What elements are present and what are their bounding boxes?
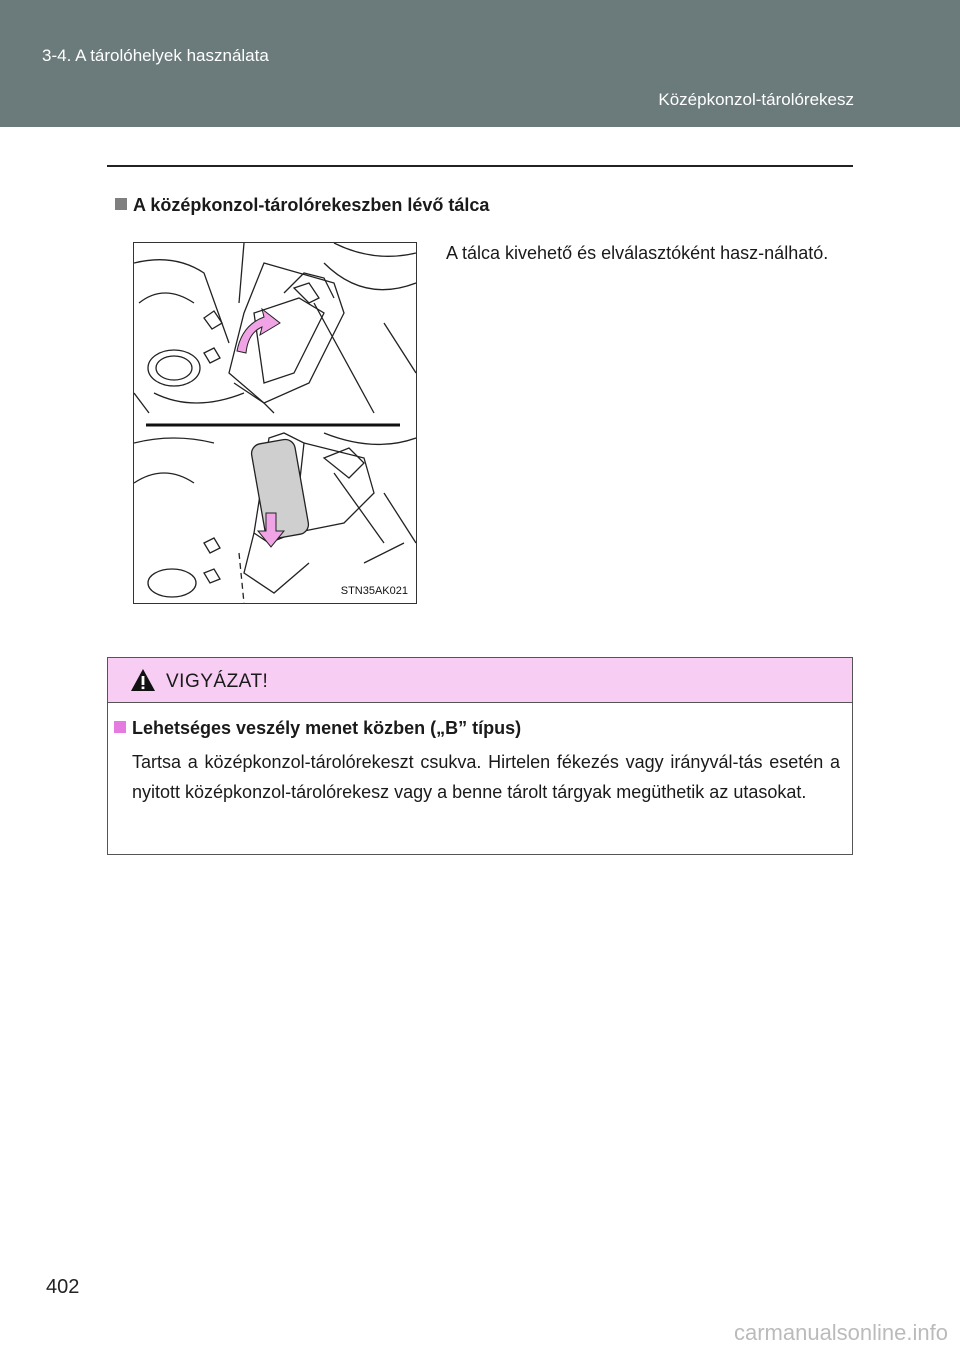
section-title: 3-4. A tárolóhelyek használata xyxy=(42,46,269,65)
caution-header xyxy=(108,658,852,703)
figure-code: STN35AK021 xyxy=(340,585,408,597)
caution-heading xyxy=(114,718,521,739)
caution-heading-text: Lehetséges veszély menet közben („B” típus) xyxy=(132,718,522,738)
console-tray-illustration xyxy=(133,242,417,604)
caution-box xyxy=(107,657,853,855)
square-bullet-icon xyxy=(115,198,127,210)
subheading-text: A középkonzol-tárolórekeszben lévő tálca xyxy=(133,195,490,215)
caution-label: VIGYÁZAT! xyxy=(166,671,269,692)
illustration-drawing xyxy=(134,243,416,603)
pink-square-bullet-icon xyxy=(114,721,126,733)
subheading xyxy=(115,195,489,216)
body-paragraph: A tálca kivehető és elválasztóként hasz-nálható. xyxy=(446,243,829,263)
header-divider xyxy=(107,165,853,167)
page-header xyxy=(0,0,960,127)
caution-text: Tartsa a középkonzol-tárolórekeszt csukva. Hirtelen fékezés vagy irányvál-tás esetén a nyitott középkonzol-tárolórekesz vagy a benne tárolt tárgyak megüthetik az utasokat. xyxy=(132,752,840,802)
warning-triangle-icon xyxy=(130,668,156,692)
page-number: 402 xyxy=(46,1276,80,1298)
watermark: carmanualsonline.info xyxy=(733,1320,948,1345)
topic-title: Középkonzol-tárolórekesz xyxy=(658,90,854,109)
